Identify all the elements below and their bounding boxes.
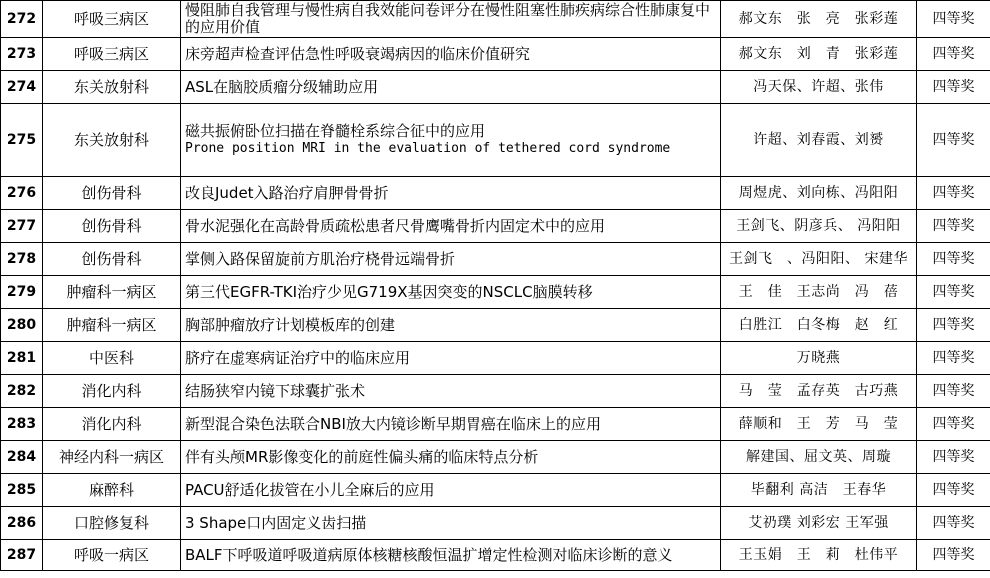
- department-cell: 肿瘤科一病区: [43, 276, 181, 309]
- row-number: 275: [1, 104, 43, 177]
- department-cell: 创伤骨科: [43, 210, 181, 243]
- project-title-cell: [181, 441, 721, 474]
- authors-cell: 解建国、屈文英、周璇: [721, 441, 917, 474]
- department-cell: 呼吸三病区: [43, 38, 181, 71]
- project-title: PACU舒适化拔管在小儿全麻后的应用: [185, 480, 435, 499]
- department-cell: 消化内科: [43, 375, 181, 408]
- project-title-cell: [181, 375, 721, 408]
- project-title: BALF下呼吸道呼吸道病原体核糖核酸恒温扩增定性检测对临床诊断的意义: [185, 545, 673, 564]
- project-title-cell: [181, 71, 721, 104]
- table-row: [1, 38, 990, 71]
- authors-cell: 万晓燕: [721, 342, 917, 375]
- project-title-cell: [181, 540, 721, 571]
- department-cell: 神经内科一病区: [43, 441, 181, 474]
- project-title-cell: [181, 177, 721, 210]
- award-cell: 四等奖: [917, 408, 990, 441]
- row-number: 280: [1, 309, 43, 342]
- table-row: [1, 309, 990, 342]
- project-title: 骨水泥强化在高龄骨质疏松患者尺骨鹰嘴骨折内固定术中的应用: [185, 216, 606, 235]
- project-title: 磁共振俯卧位扫描在脊髓栓系综合征中的应用: [185, 122, 486, 140]
- table-row: [1, 243, 990, 276]
- project-title-english: Prone position MRI in the evaluation of tethered cord syndrome: [185, 141, 671, 156]
- project-title: 伴有头颅MR影像变化的前庭性偏头痛的临床特点分析: [185, 447, 539, 466]
- project-title-cell: [181, 104, 721, 177]
- authors-cell: 王 佳 王志尚 冯 蓓: [721, 276, 917, 309]
- award-cell: 四等奖: [917, 104, 990, 177]
- authors-cell: 薛顺和 王 芳 马 莹: [721, 408, 917, 441]
- table-row: [1, 375, 990, 408]
- award-cell: 四等奖: [917, 276, 990, 309]
- authors-cell: 周煜虎、刘向栋、冯阳阳: [721, 177, 917, 210]
- table-row: [1, 540, 990, 571]
- department-cell: 呼吸一病区: [43, 540, 181, 571]
- department-cell: 中医科: [43, 342, 181, 375]
- row-number: 276: [1, 177, 43, 210]
- row-number: 281: [1, 342, 43, 375]
- table-row: [1, 276, 990, 309]
- project-title: 脐疗在虚寒病证治疗中的临床应用: [185, 348, 411, 367]
- row-number: 277: [1, 210, 43, 243]
- project-title-cell: [181, 276, 721, 309]
- project-title-cell: [181, 38, 721, 71]
- table-row: [1, 71, 990, 104]
- department-cell: 呼吸三病区: [43, 1, 181, 38]
- table-row: [1, 408, 990, 441]
- project-title: 慢阻肺自我管理与慢性病自我效能问卷评分在慢性阻塞性肺疾病综合性肺康复中的应用价值: [185, 1, 711, 36]
- awards-table-body: [1, 1, 990, 571]
- award-cell: 四等奖: [917, 210, 990, 243]
- row-number: 272: [1, 1, 43, 38]
- award-cell: 四等奖: [917, 474, 990, 507]
- project-title: 结肠狭窄内镜下球囊扩张术: [185, 381, 366, 400]
- row-number: 273: [1, 38, 43, 71]
- authors-cell: 王剑飞 、冯阳阳、 宋建华: [721, 243, 917, 276]
- department-cell: 创伤骨科: [43, 243, 181, 276]
- project-title-cell: [181, 507, 721, 540]
- department-cell: 东关放射科: [43, 104, 181, 177]
- row-number: 282: [1, 375, 43, 408]
- table-row: [1, 342, 990, 375]
- project-title: 胸部肿瘤放疗计划模板库的创建: [185, 315, 396, 334]
- project-title-cell: [181, 342, 721, 375]
- award-cell: 四等奖: [917, 1, 990, 38]
- row-number: 285: [1, 474, 43, 507]
- table-row: [1, 210, 990, 243]
- row-number: 287: [1, 540, 43, 571]
- authors-cell: 马 莹 孟存英 古巧燕: [721, 375, 917, 408]
- department-cell: 麻醉科: [43, 474, 181, 507]
- row-number: 274: [1, 71, 43, 104]
- project-title-cell: [181, 309, 721, 342]
- award-cell: 四等奖: [917, 441, 990, 474]
- award-cell: 四等奖: [917, 243, 990, 276]
- authors-cell: 郝文东 刘 青 张彩莲: [721, 38, 917, 71]
- table-row: [1, 507, 990, 540]
- award-cell: 四等奖: [917, 71, 990, 104]
- project-title: 第三代EGFR-TKI治疗少见G719X基因突变的NSCLC脑膜转移: [185, 282, 593, 301]
- table-row: [1, 177, 990, 210]
- award-cell: 四等奖: [917, 38, 990, 71]
- project-title: 床旁超声检查评估急性呼吸衰竭病因的临床价值研究: [185, 44, 531, 63]
- project-title-cell: [181, 243, 721, 276]
- award-cell: 四等奖: [917, 540, 990, 571]
- award-cell: 四等奖: [917, 309, 990, 342]
- row-number: 283: [1, 408, 43, 441]
- department-cell: 消化内科: [43, 408, 181, 441]
- project-title-cell: [181, 210, 721, 243]
- department-cell: 东关放射科: [43, 71, 181, 104]
- project-title-cell: [181, 1, 721, 38]
- award-cell: 四等奖: [917, 375, 990, 408]
- row-number: 278: [1, 243, 43, 276]
- authors-cell: 王剑飞、阴彦兵、 冯阳阳: [721, 210, 917, 243]
- project-title-cell: [181, 408, 721, 441]
- project-title: ASL在脑胶质瘤分级辅助应用: [185, 77, 379, 96]
- award-cell: 四等奖: [917, 177, 990, 210]
- award-cell: 四等奖: [917, 342, 990, 375]
- authors-cell: 毕翻利 高洁 王春华: [721, 474, 917, 507]
- table-row: [1, 441, 990, 474]
- row-number: 286: [1, 507, 43, 540]
- award-cell: 四等奖: [917, 507, 990, 540]
- authors-cell: 许超、刘春霞、刘赟: [721, 104, 917, 177]
- table-row: [1, 1, 990, 38]
- department-cell: 创伤骨科: [43, 177, 181, 210]
- project-title: 改良Judet入路治疗肩胛骨骨折: [185, 183, 389, 202]
- authors-cell: 艾礽璞 刘彩宏 王军强: [721, 507, 917, 540]
- row-number: 284: [1, 441, 43, 474]
- project-title: 3 Shape口内固定义齿扫描: [185, 513, 367, 532]
- authors-cell: 郝文东 张 亮 张彩莲: [721, 1, 917, 38]
- authors-cell: 白胜江 白冬梅 赵 红: [721, 309, 917, 342]
- department-cell: 肿瘤科一病区: [43, 309, 181, 342]
- department-cell: 口腔修复科: [43, 507, 181, 540]
- project-title-cell: [181, 474, 721, 507]
- table-row: [1, 104, 990, 177]
- project-title: 掌侧入路保留旋前方肌治疗桡骨远端骨折: [185, 249, 456, 268]
- table-row: [1, 474, 990, 507]
- project-title: 新型混合染色法联合NBI放大内镜诊断早期胃癌在临床上的应用: [185, 414, 601, 433]
- row-number: 279: [1, 276, 43, 309]
- authors-cell: 王玉娟 王 莉 杜伟平: [721, 540, 917, 571]
- authors-cell: 冯天保、许超、张伟: [721, 71, 917, 104]
